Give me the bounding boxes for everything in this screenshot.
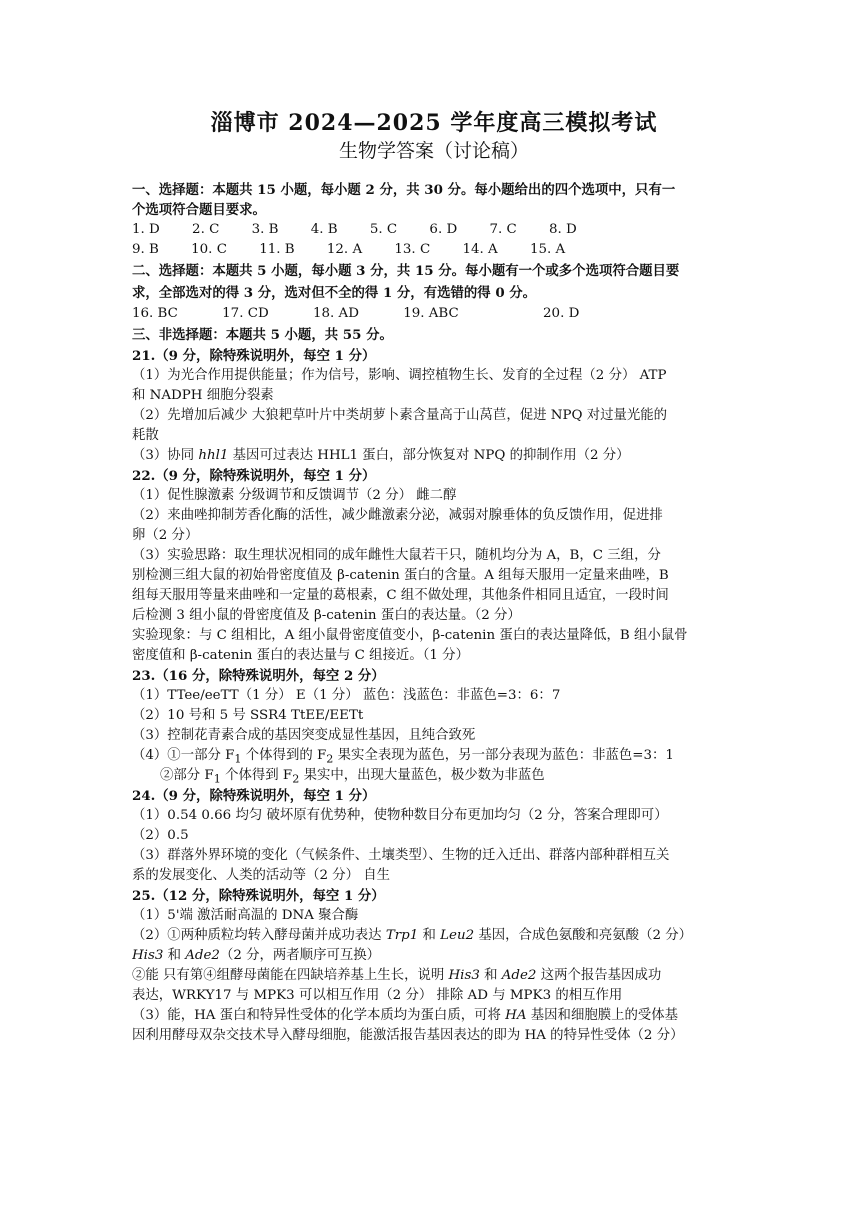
- answer-5: 5. C: [369, 222, 398, 237]
- subscript: 1: [213, 772, 221, 786]
- q24-line: 系的发展变化、人类的活动等（2 分） 自生: [132, 868, 391, 883]
- q22-line: 密度值和 β-catenin 蛋白的表达量与 C 组接近。（1 分）: [132, 648, 469, 663]
- answer-17: 17. CD: [222, 306, 269, 321]
- q22-line: （1）促性腺激素 分级调节和反馈调节（2 分） 雌二醇: [132, 488, 457, 503]
- answer-20: 20. D: [543, 306, 580, 321]
- answer-11: 11. B: [259, 242, 295, 257]
- q25-line: （1）5'端 激活耐高温的 DNA 聚合酶: [132, 908, 359, 923]
- q22-line: 后检测 3 组小鼠的骨密度值及 β-catenin 蛋白的表达量。（2 分）: [132, 608, 521, 623]
- q25-text: 这两个报告基因成功: [536, 968, 662, 983]
- answer-18: 18. AD: [312, 306, 359, 321]
- q25-text: 基因，合成色氨酸和亮氨酸（2 分）: [474, 928, 693, 943]
- gene-name: Leu2: [440, 928, 475, 943]
- q23-text: 果实中，出现大量蓝色，极少数为非蓝色: [299, 768, 545, 783]
- q25-text: ②能 只有第④组酵母菌能在四缺培养基上生长，说明: [132, 968, 449, 983]
- q23-text: ②部分 F: [160, 768, 214, 783]
- subscript: 2: [292, 772, 300, 786]
- q23-line: （1）TTee/eeTT（1 分） E（1 分） 蓝色：浅蓝色：非蓝色=3：6：7: [132, 688, 561, 703]
- q25-text: 和: [418, 928, 441, 943]
- q22-line: 卵（2 分）: [132, 528, 199, 543]
- gene-name: His3: [448, 968, 480, 983]
- answer-12: 12. A: [326, 242, 363, 257]
- gene-name: Ade2: [501, 968, 537, 983]
- q21-line: 和 NADPH 细胞分裂素: [132, 388, 274, 403]
- q24-heading: 24.（9 分，除特殊说明外，每空 1 分）: [132, 788, 376, 804]
- answer-1: 1. D: [132, 222, 160, 237]
- q25-text: 和: [479, 968, 502, 983]
- answer-6: 6. D: [429, 222, 458, 237]
- q25-line: 因利用酵母双杂交技术导入酵母细胞，能激活报告基因表达的即为 HA 的特异性受体（2 分）: [132, 1028, 684, 1043]
- section2-answers: [132, 304, 740, 324]
- q25-text: （2 分，两者顺序可互换）: [219, 948, 381, 963]
- answer-10: 10. C: [191, 242, 227, 257]
- answer-19: 19. ABC: [403, 306, 459, 321]
- section1-header-line1: 一、选择题：本题共 15 小题，每小题 2 分，共 30 分。每小题给出的四个选项中，只有一: [132, 182, 676, 198]
- q21-text: 基因可过表达 HHL1 蛋白，部分恢复对 NPQ 的抑制作用（2 分）: [228, 448, 630, 463]
- q22-heading: 22.（9 分，除特殊说明外，每空 1 分）: [132, 468, 376, 484]
- answer-15: 15. A: [529, 242, 566, 257]
- q21-heading: 21.（9 分，除特殊说明外，每空 1 分）: [132, 348, 376, 364]
- answer-7: 7. C: [489, 222, 517, 237]
- q25-line: [132, 966, 740, 986]
- q21-line: （1）为光合作用提供能量；作为信号，影响、调控植物生长、发育的全过程（2 分） ATP: [132, 368, 667, 383]
- q22-line: 实验现象：与 C 组相比，A 组小鼠骨密度值变小，β-catenin 蛋白的表达量降低，B 组小鼠骨: [132, 628, 688, 643]
- q21-line: （2）先增加后减少 大狼耙草叶片中类胡萝卜素含量高于山莴苣，促进 NPQ 对过量光能的: [132, 408, 668, 423]
- page-subtitle: 生物学答案（讨论稿）: [338, 140, 529, 162]
- q21-line: [132, 446, 740, 466]
- q25-line: [132, 1006, 740, 1026]
- q24-line: （3）群落外界环境的变化（气候条件、土壤类型）、生物的迁入迁出、群落内部种群相互关: [132, 848, 670, 863]
- answer-4: 4. B: [310, 222, 338, 237]
- q21-line: 耗散: [132, 428, 159, 443]
- q23-text: 果实全表现为蓝色，另一部分表现为蓝色：非蓝色=3：1: [333, 748, 674, 763]
- q23-heading: 23.（16 分，除特殊说明外，每空 2 分）: [132, 668, 385, 684]
- answer-2: 2. C: [192, 222, 220, 237]
- q22-line: 别检测三组大鼠的初始骨密度值及 β-catenin 蛋白的含量。A 组每天服用一定量来曲唑，B: [132, 568, 669, 583]
- section1-answers-row1: [132, 220, 740, 240]
- q25-text: 和: [163, 948, 186, 963]
- q21-text: （3）协同: [132, 448, 199, 463]
- section1-header-line2: 个选项符合题目要求。: [132, 202, 266, 218]
- answer-16: 16. BC: [132, 306, 178, 321]
- q25-heading: 25.（12 分，除特殊说明外，每空 1 分）: [132, 888, 385, 904]
- answer-13: 13. C: [394, 242, 431, 257]
- q25-line: 表达，WRKY17 与 MPK3 可以相互作用（2 分） 排除 AD 与 MPK3 的相互作用: [132, 988, 623, 1003]
- subscript: 2: [326, 752, 334, 766]
- q25-line: [132, 946, 740, 966]
- q23-line: （2）10 号和 5 号 SSR4 TtEE/EETt: [132, 708, 364, 723]
- q22-line: （3）实验思路：取生理状况相同的成年雌性大鼠若干只，随机均分为 A，B，C 三组，分: [132, 548, 661, 563]
- q25-line: [132, 926, 740, 946]
- q25-text: （3）能，HA 蛋白和特异性受体的化学本质均为蛋白质，可将: [132, 1008, 506, 1023]
- page-title: 淄博市 2024—2025 学年度高三模拟考试: [210, 110, 658, 136]
- q24-line: （1）0.54 0.66 均匀 破坏原有优势种，使物种数目分布更加均匀（2 分，答案合理即可）: [132, 808, 668, 823]
- q22-line: 组每天服用等量来曲唑和一定量的葛根素，C 组不做处理，其他条件相同且适宜，一段时间: [132, 588, 669, 603]
- q23-text: （4）①一部分 F: [132, 748, 235, 763]
- subscript: 1: [234, 752, 242, 766]
- gene-name: Trp1: [385, 928, 419, 943]
- answer-14: 14. A: [462, 242, 498, 257]
- answer-3: 3. B: [251, 222, 279, 237]
- section2-header-line1: 二、选择题：本题共 5 小题，每小题 3 分，共 15 分。每小题有一个或多个选项符合题目要: [132, 263, 680, 279]
- q24-line: （2）0.5: [132, 828, 189, 843]
- gene-name: Ade2: [185, 948, 220, 963]
- gene-name: HA: [505, 1008, 527, 1023]
- q23-text: 个体得到的 F: [241, 748, 327, 763]
- section1-answers-row2: [132, 240, 740, 260]
- q25-text: （2）①两种质粒均转入酵母菌并成功表达: [132, 928, 386, 943]
- answer-8: 8. D: [549, 222, 577, 237]
- q22-line: （2）来曲唑抑制芳香化酶的活性，减少雌激素分泌，减弱对腺垂体的负反馈作用，促进排: [132, 508, 663, 523]
- gene-name: hhl1: [198, 448, 229, 463]
- q23-text: 个体得到 F: [220, 768, 293, 783]
- q25-text: 基因和细胞膜上的受体基: [526, 1008, 679, 1023]
- gene-name: His3: [132, 948, 164, 963]
- answer-9: 9. B: [132, 242, 159, 257]
- section2-header-line2: 求，全部选对的得 3 分，选对但不全的得 1 分，有选错的得 0 分。: [132, 285, 537, 301]
- section3-header: 三、非选择题：本题共 5 小题，共 55 分。: [132, 327, 393, 343]
- q23-line: （3）控制花青素合成的基因突变成显性基因，且纯合致死: [132, 728, 476, 743]
